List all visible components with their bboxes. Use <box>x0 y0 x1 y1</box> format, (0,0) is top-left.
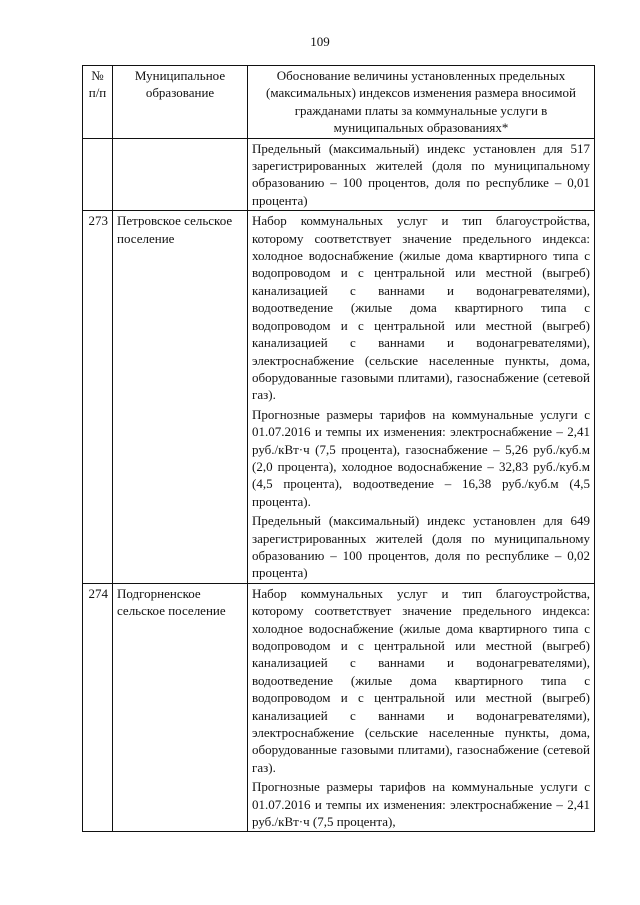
justification-paragraph: Набор коммунальных услуг и тип благоустройства, которому соответствует значение предельного индекса: холодное водоснабжение (жилые дома квартирного типа с водопроводом и с центральной или местной (выгреб) канализацией с ваннами и водонагревателями), водоотведение (жилые дома квартирного типа с водопроводом и с центральной или местной (выгреб) канализацией с ваннами и водонагревателями), электроснабжение (сельские населенные пункты, дома, оборудованные газовыми плитами), газоснабжение (сетевой газ). <box>252 213 590 403</box>
table-row <box>83 138 595 211</box>
tariff-index-table <box>82 65 595 832</box>
row-number <box>83 138 113 211</box>
row-justification <box>248 583 595 832</box>
row-justification <box>248 211 595 584</box>
justification-paragraph: Набор коммунальных услуг и тип благоустройства, которому соответствует значение предельного индекса: холодное водоснабжение (жилые дома квартирного типа с водопроводом и с центральной или местной (выгреб) канализацией с ваннами и водонагревателями), водоотведение (жилые дома квартирного типа с водопроводом и с центральной или местной (выгреб) канализацией с ваннами и водонагревателями), электроснабжение (сельские населенные пункты, дома, оборудованные газовыми плитами), газоснабжение (сетевой газ). <box>252 585 590 775</box>
justification-paragraph: Прогнозные размеры тарифов на коммунальные услуги с 01.07.2016 и темпы их изменения: электроснабжение – 2,41 руб./кВт·ч (7,5 процента), <box>252 779 590 830</box>
header-number: № п/п <box>83 66 113 139</box>
row-municipality <box>113 138 248 211</box>
row-municipality: Подгорненское сельское поселение <box>113 583 248 832</box>
row-number: 274 <box>83 583 113 832</box>
page-number: 109 <box>310 34 330 49</box>
header-justification: Обоснование величины установленных предельных (максимальных) индексов изменения размера вносимой гражданами платы за коммунальные услуги в муниципальных образованиях* <box>248 66 595 139</box>
justification-paragraph: Предельный (максимальный) индекс установлен для 517 зарегистрированных жителей (доля по муниципальному образованию – 100 процентов, доля по республике – 0,01 процента) <box>252 140 590 208</box>
row-municipality: Петровское сельское поселение <box>113 211 248 584</box>
row-justification <box>248 138 595 211</box>
table-row <box>83 583 595 832</box>
header-municipality: Муниципальное образование <box>113 66 248 139</box>
justification-paragraph: Прогнозные размеры тарифов на коммунальные услуги с 01.07.2016 и темпы их изменения: электроснабжение – 2,41 руб./кВт·ч (7,5 процента), газоснабжение – 5,26 руб./куб.м (2,0 процента), холодное водоснабжение – 32,83 руб./куб.м (4,5 процента), водоотведение – 16,38 руб./куб.м (4,5 процента). <box>252 406 590 509</box>
justification-paragraph: Предельный (максимальный) индекс установлен для 649 зарегистрированных жителей (доля по муниципальному образованию – 100 процентов, доля по республике – 0,02 процента) <box>252 513 590 581</box>
table-header-row <box>83 66 595 139</box>
row-number: 273 <box>83 211 113 584</box>
table-row <box>83 211 595 584</box>
